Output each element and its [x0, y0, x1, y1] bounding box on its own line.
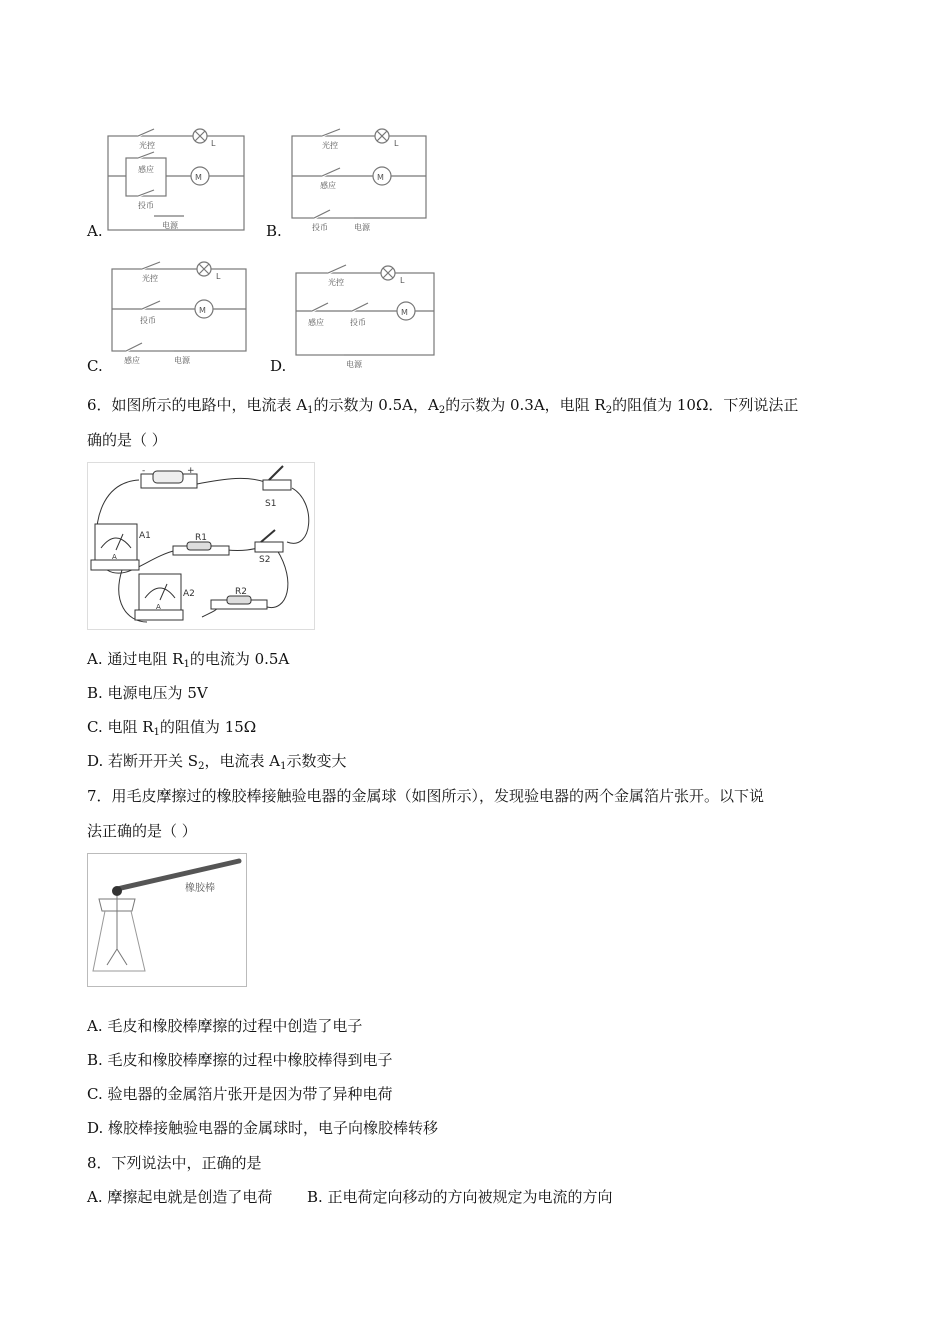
label-power: 电源	[346, 360, 362, 369]
option-d-letter: D.	[270, 357, 287, 375]
circuit-diagram-d	[288, 257, 438, 370]
q6-option-c	[87, 717, 256, 737]
q8-option-b: B. 正电荷定向移动的方向被规定为电流的方向	[307, 1188, 613, 1206]
battery-plus: +	[187, 466, 195, 476]
q8-number: 8．	[87, 1154, 112, 1172]
battery-minus: -	[142, 466, 146, 476]
label-motor: M	[199, 306, 206, 315]
q6-circuit-figure	[87, 462, 315, 630]
circuit-c-svg	[104, 257, 252, 370]
label-light-switch: 光控	[328, 278, 344, 287]
option-text: ，电流表 A	[204, 752, 281, 770]
s1-label: S1	[265, 499, 277, 509]
q6-sub: 2	[438, 405, 446, 416]
circuit-diagram-a	[104, 124, 249, 237]
q8-stem	[87, 1153, 262, 1173]
label-lamp: L	[211, 139, 216, 148]
label-light-switch: 光控	[322, 141, 338, 150]
r1-label: R1	[195, 533, 207, 543]
option-text: 的电流为 0.5A	[189, 650, 290, 668]
option-sub: 1	[153, 727, 160, 738]
label-light-switch: 光控	[139, 141, 155, 150]
label-power: 电源	[174, 356, 190, 365]
option-b-letter: B.	[266, 222, 282, 240]
q6-option-a	[87, 649, 289, 669]
label-coin-switch: 投币	[140, 316, 156, 325]
circuit-a-svg	[104, 124, 249, 237]
label-sense-switch: 感应	[320, 181, 336, 190]
rubber-rod-label: 橡胶棒	[185, 883, 215, 894]
label-coin-switch: 投币	[312, 223, 328, 232]
circuit-diagram-c	[104, 257, 252, 370]
q7-option-a: A. 毛皮和橡胶棒摩擦的过程中创造了电子	[87, 1017, 363, 1035]
q6-number: 6．	[87, 396, 112, 414]
label-motor: M	[195, 173, 202, 182]
q7-option-d: D. 橡胶棒接触验电器的金属球时，电子向橡胶棒转移	[87, 1119, 439, 1137]
option-text: 的阻值为 15Ω	[159, 718, 257, 736]
a2-meter-symbol: A	[156, 603, 161, 611]
q6-sub: 1	[307, 405, 314, 416]
q8-stem-text: 下列说法中，正确的是	[111, 1154, 262, 1172]
q6-sub: 2	[605, 405, 613, 416]
circuit-diagram-b	[284, 124, 429, 237]
label-sense-switch: 感应	[308, 318, 324, 327]
label-lamp: L	[400, 276, 405, 285]
option-sub: 1	[280, 761, 287, 772]
q7-stem-line1	[87, 786, 764, 806]
q7-option-b: B. 毛皮和橡胶棒摩擦的过程中橡胶棒得到电子	[87, 1051, 393, 1069]
q7-number: 7．	[87, 787, 112, 805]
electroscope-figure	[87, 853, 247, 987]
a1-label: A1	[139, 531, 151, 541]
a1-meter-symbol: A	[112, 553, 117, 561]
q6-stem-part: 的示数为 0.5A，A	[313, 396, 439, 414]
option-a-letter: A.	[87, 222, 103, 240]
label-light-switch: 光控	[142, 274, 158, 283]
electroscope-svg	[87, 853, 247, 987]
option-c-letter: C.	[87, 357, 103, 375]
q6-option-b: B. 电源电压为 5V	[87, 684, 208, 702]
label-motor: M	[377, 173, 384, 182]
q6-circuit-svg	[87, 462, 315, 630]
q8-option-a: A. 摩擦起电就是创造了电荷	[87, 1188, 273, 1206]
label-sense-switch: 感应	[124, 356, 140, 365]
label-lamp: L	[394, 139, 399, 148]
r2-label: R2	[235, 587, 247, 597]
option-text: C. 电阻 R	[87, 718, 154, 736]
label-sense-switch: 感应	[138, 165, 154, 174]
q6-stem-part: 的阻值为 10Ω．下列说法正	[612, 396, 799, 414]
q7-stem-text: 用毛皮摩擦过的橡胶棒接触验电器的金属球（如图所示），发现验电器的两个金属箔片张开。以下说	[111, 787, 765, 805]
q7-option-c: C. 验电器的金属箔片张开是因为带了异种电荷	[87, 1085, 393, 1103]
option-sub: 1	[183, 659, 190, 670]
label-coin-switch: 投币	[350, 318, 366, 327]
option-text: 示数变大	[286, 752, 347, 770]
label-power: 电源	[354, 223, 370, 232]
a2-label: A2	[183, 589, 195, 599]
option-text: D. 若断开开关 S	[87, 752, 199, 770]
s2-label: S2	[259, 555, 271, 565]
label-coin-switch: 投币	[138, 201, 154, 210]
label-power: 电源	[162, 221, 178, 230]
q7-stem-line2: 法正确的是（ ）	[87, 822, 197, 840]
label-lamp: L	[216, 272, 221, 281]
q6-stem-line1	[87, 395, 798, 415]
option-sub: 2	[198, 761, 205, 772]
label-motor: M	[401, 308, 408, 317]
q6-stem-part: 如图所示的电路中，电流表 A	[111, 396, 308, 414]
q6-stem-line2: 确的是（ ）	[87, 431, 167, 449]
circuit-b-svg	[284, 124, 429, 237]
option-text: A. 通过电阻 R	[87, 650, 184, 668]
q6-option-d	[87, 751, 346, 771]
circuit-d-svg	[288, 257, 438, 370]
q6-stem-part: 的示数为 0.3A，电阻 R	[445, 396, 606, 414]
